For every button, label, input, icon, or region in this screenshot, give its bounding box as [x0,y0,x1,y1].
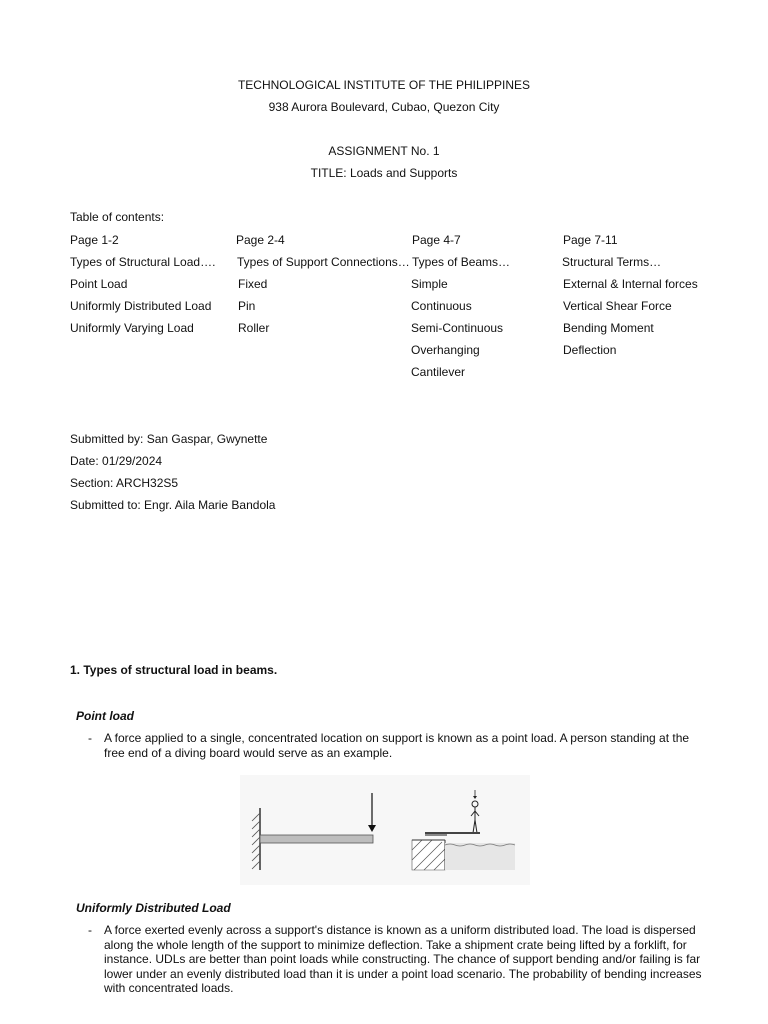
udl-title: Uniformly Distributed Load [76,901,231,915]
toc-page-range: Page 4-7 [412,233,461,247]
bullet-dash: - [88,923,92,937]
assignment-number: ASSIGNMENT No. 1 [328,144,440,158]
point-load-title: Point load [76,709,134,723]
toc-item: Point Load [70,277,128,291]
udl-description: A force exerted evenly across a support's distance is known as a uniform distributed load. The load is dispersed along the whole length of the support to minimize deflection. Take a shipment crate being lifted by a forklift, for instance. UDLs are better than point loads while constructing. The chance of support bending and/or failing is far lower under an evenly distributed load than it is under a point load scenario. The probability of bending increases with concentrated loads. [104,923,702,995]
toc-column-heading: Types of Beams… [412,255,511,269]
submitted-by: Submitted by: San Gaspar, Gwynette [70,432,268,446]
toc-item: Uniformly Distributed Load [70,299,212,313]
institution-address: 938 Aurora Boulevard, Cubao, Quezon City [268,100,500,114]
toc-item: Bending Moment [563,321,654,335]
toc-item: Cantilever [411,365,466,379]
point-load-description: A force applied to a single, concentrated location on support is known as a point load. A person standing at the free end of a diving board would serve as an example. [104,731,690,760]
submission-date: Date: 01/29/2024 [70,454,163,468]
toc-column-heading: Types of Support Connections… [237,255,410,269]
toc-item: Simple [411,277,448,291]
toc-item: Deflection [563,343,617,357]
toc-column-heading: Structural Terms… [562,255,662,269]
toc-page-range: Page 2-4 [236,233,285,247]
toc-column-heading: Types of Structural Load…. [70,255,216,269]
toc-item: External & Internal forces [563,277,698,291]
bullet-dash: - [88,731,92,745]
toc-page-range: Page 7-11 [563,233,618,247]
assignment-title: TITLE: Loads and Supports [310,166,458,180]
toc-item: Continuous [411,299,472,313]
toc-item: Pin [238,299,256,313]
toc-page-range: Page 1-2 [70,233,119,247]
submitted-to: Submitted to: Engr. Aila Marie Bandola [70,498,276,512]
toc-item: Fixed [238,277,268,291]
point-load-illustration [240,775,530,885]
toc-label: Table of contents: [70,210,165,224]
toc-item: Overhanging [411,343,480,357]
toc-item: Vertical Shear Force [563,299,672,313]
section-code: Section: ARCH32S5 [70,476,179,490]
toc-item: Semi-Continuous [411,321,504,335]
toc-item: Roller [238,321,270,335]
toc-item: Uniformly Varying Load [70,321,194,335]
section-heading: 1. Types of structural load in beams. [70,663,278,677]
institution-name: TECHNOLOGICAL INSTITUTE OF THE PHILIPPINES [237,78,531,92]
